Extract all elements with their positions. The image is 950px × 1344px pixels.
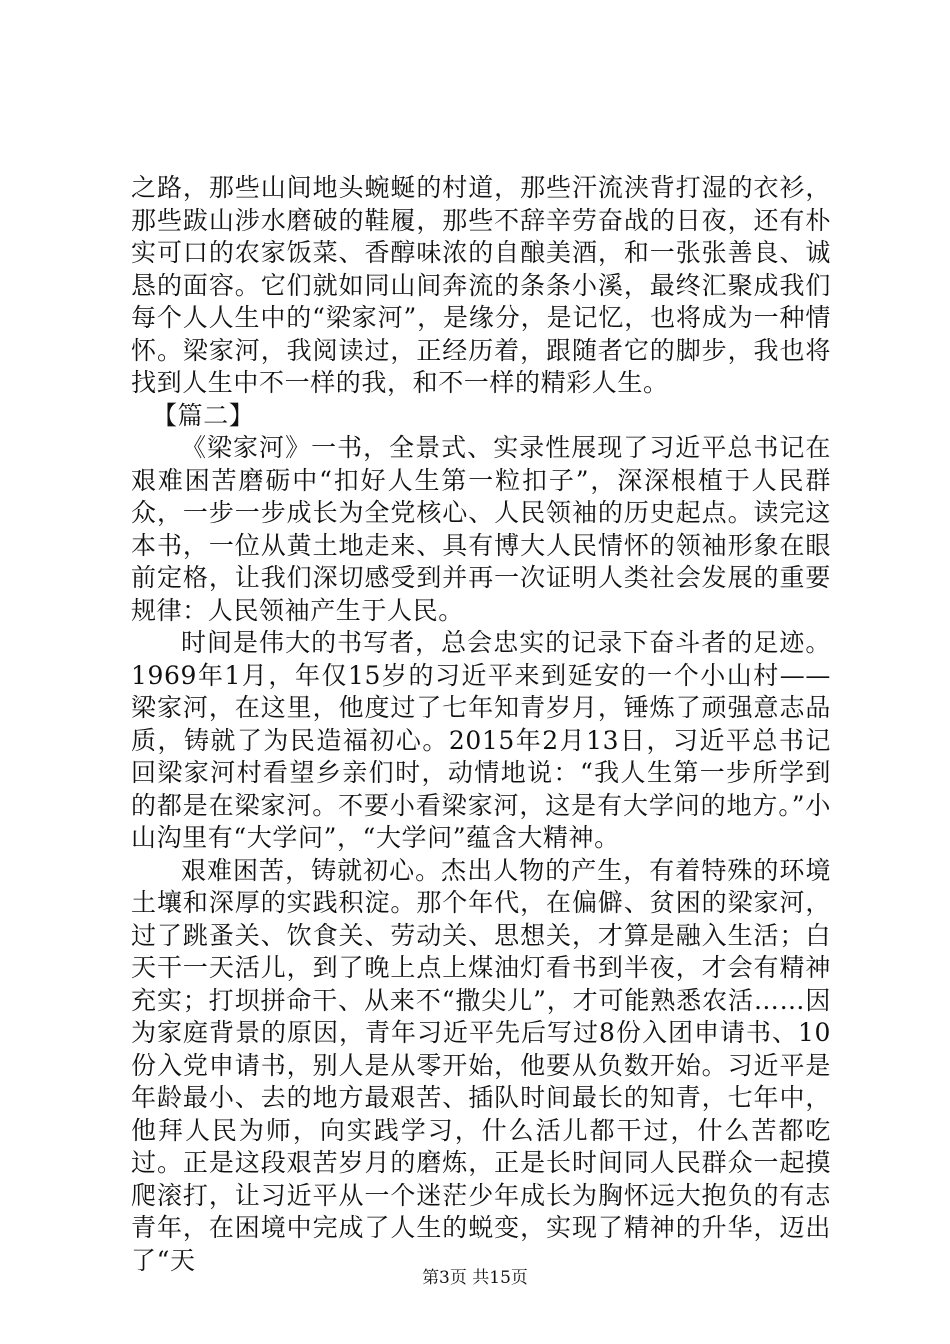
section-heading: 【篇二】	[152, 400, 255, 430]
paragraph-time-writer: 时间是伟大的书写者，总会忠实的记录下奋斗者的足迹。1969年1月，年仅15岁的习近平来到延安的一个小山村——梁家河，在这里，他度过了七年知青岁月，锤炼了顽强意志品质，铸就了为民造福初心。2015年2月13日，习近平总书记回梁家河村看望乡亲们时，动情地说：“我人生第一步所学到的都是在梁家河。不要小看梁家河，这是有大学问的地方。”小山沟里有“大学问”，“大学问”蕴含大精神。	[131, 628, 831, 852]
paragraph-hardship: 艰难困苦，铸就初心。杰出人物的产生，有着特殊的环境土壤和深厚的实践积淀。那个年代，在偏僻、贫困的梁家河，过了跳蚤关、饮食关、劳动关、思想关，才算是融入生活；白天干一天活儿，到了晚上点上煤油灯看书到半夜，才会有精神充实；打坝拼命干、从来不“撒尖儿”，才可能熟悉农活……因为家庭背景的原因，青年习近平先后写过8份入团申请书、10份入党申请书，别人是从零开始，他要从负数开始。习近平是年龄最小、去的地方最艰苦、插队时间最长的知青，七年中，他拜人民为师，向实践学习，什么活儿都干过，什么苦都吃过。正是这段艰苦岁月的磨炼，正是长时间同人民群众一起摸爬滚打，让习近平从一个迷茫少年成长为胸怀远大抱负的有志青年，在困境中完成了人生的蜕变，实现了精神的升华，迈出了“天	[131, 855, 831, 1275]
paragraph-book-intro: 《梁家河》一书，全景式、实录性展现了习近平总书记在艰难困苦磨砺中“扣好人生第一粒扣子”，深深根植于人民群众，一步一步成长为全党核心、人民领袖的历史起点。读完这本书，一位从黄土地走来、具有博大人民情怀的领袖形象在眼前定格，让我们深切感受到并再一次证明人类社会发展的重要规律：人民领袖产生于人民。	[131, 433, 831, 625]
paragraph-continuation: 之路，那些山间地头蜿蜒的村道，那些汗流浃背打湿的衣衫，那些跋山涉水磨破的鞋履，那些不辞辛劳奋战的日夜，还有朴实可口的农家饭菜、香醇味浓的自酿美酒，和一张张善良、诚恳的面容。它们就如同山间奔流的条条小溪，最终汇聚成我们每个人人生中的“梁家河”，是缘分，是记忆，也将成为一种情怀。梁家河，我阅读过，正经历着，跟随者它的脚步，我也将找到人生中不一样的我，和不一样的精彩人生。	[131, 173, 831, 397]
page-number-footer: 第3页 共15页	[422, 1268, 528, 1288]
document-body	[131, 172, 831, 1277]
